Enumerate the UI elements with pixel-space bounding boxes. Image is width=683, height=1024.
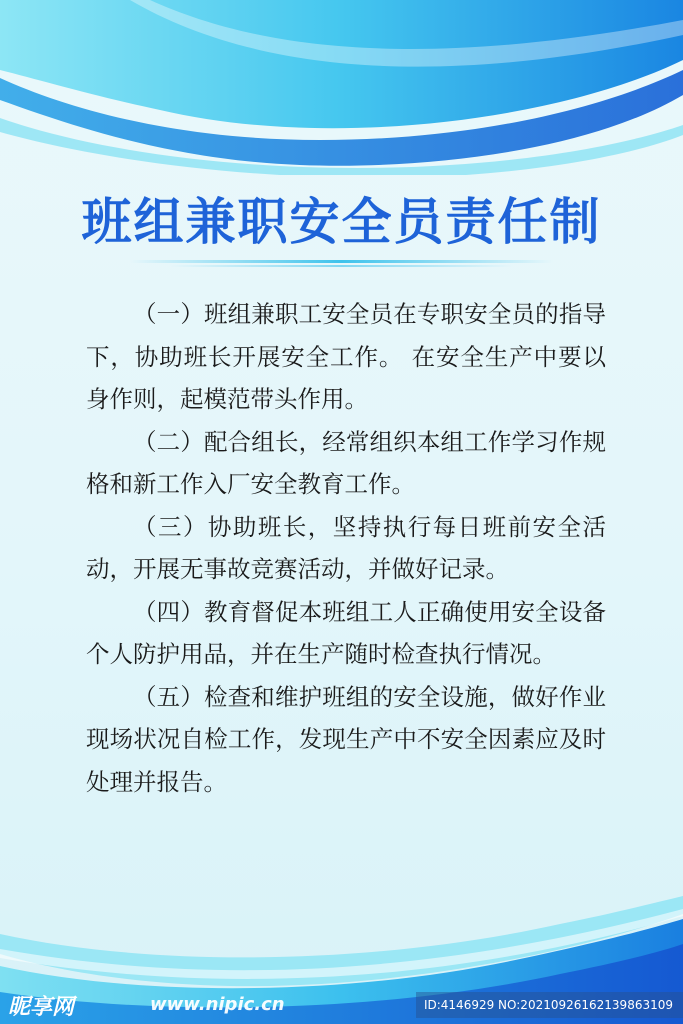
title-underline-decoration [130,258,553,270]
paragraph-3: （三）协助班长，坚持执行每日班前安全活动，开展无事故竞赛活动，并做好记录。 [86,512,606,583]
paragraph-1: （一）班组兼职工安全员在专职安全员的指导下，协助班长开展安全工作。 在安全生产中要以身作则，起模范带头作用。 [86,300,606,413]
watermark-logo: 昵享网 [8,995,75,1020]
top-wave-decoration [0,0,683,175]
image-id-badge: ID:4146929 NO:20210926162139863109 [416,992,683,1018]
responsibility-text [86,293,606,803]
paragraph-5: （五）检查和维护班组的安全设施，做好作业现场状况自检工作，发现生产中不安全因素应及时处理并报告。 [86,682,606,796]
watermark-url: www.nipic.cn [150,994,285,1015]
page-title: 班组兼职安全员责任制 [81,193,602,251]
paragraph-4: （四）教育督促本班组工人正确使用安全设备个人防护用品，并在生产随时检查执行情况。 [86,597,606,668]
paragraph-2: （二）配合组长，经常组织本组工作学习作规格和新工作入厂安全教育工作。 [86,427,606,498]
